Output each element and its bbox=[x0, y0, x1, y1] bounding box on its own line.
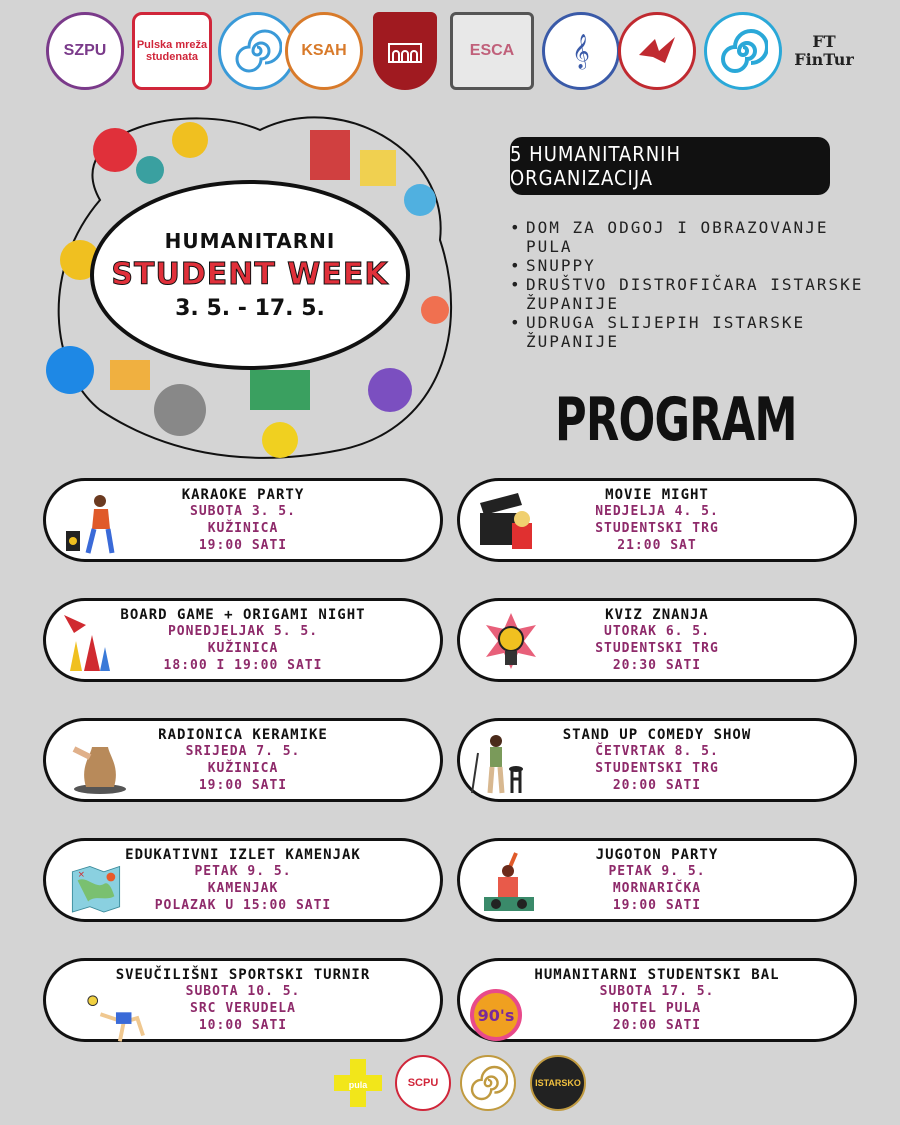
organization-item: • SNUPPY bbox=[510, 256, 880, 275]
map-icon bbox=[60, 863, 132, 919]
event-card-karaoke bbox=[43, 478, 443, 562]
event-day: NEDJELJA 4. 5. bbox=[595, 503, 719, 519]
organization-item: • UDRUGA SLIJEPIH ISTARSKE ŽUPANIJE bbox=[510, 313, 880, 351]
event-title-badge bbox=[90, 180, 410, 370]
event-title: HUMANITARNI STUDENTSKI BAL bbox=[534, 966, 780, 983]
event-title: STAND UP COMEDY SHOW bbox=[562, 726, 752, 743]
event-title: RADIONICA KERAMIKE bbox=[158, 726, 328, 743]
event-time: 19:00 SATI bbox=[198, 777, 288, 793]
event-day: PETAK 9. 5. bbox=[608, 863, 706, 879]
scpu-logo: SCPU bbox=[395, 1055, 451, 1111]
event-day: UTORAK 6. 5. bbox=[604, 623, 710, 639]
event-card-standup bbox=[457, 718, 857, 802]
organizations-heading: 5 HUMANITARNIH ORGANIZACIJA bbox=[510, 137, 830, 195]
pula-plus-logo bbox=[330, 1055, 386, 1111]
event-time: POLAZAK U 15:00 SATI bbox=[154, 897, 332, 913]
title-line1: HUMANITARNI bbox=[164, 229, 336, 253]
event-place: STUDENTSKI TRG bbox=[595, 520, 719, 536]
svg-text:pula: pula bbox=[348, 1080, 368, 1090]
szpu-logo: SZPU bbox=[46, 12, 124, 90]
event-place: STUDENTSKI TRG bbox=[595, 760, 719, 776]
fintur-logo: FT FinTur bbox=[794, 32, 854, 69]
pottery-icon bbox=[70, 731, 128, 795]
event-title: SVEUČILIŠNI SPORTSKI TURNIR bbox=[115, 966, 371, 983]
event-card-ball bbox=[457, 958, 857, 1042]
ksah-logo: KSAH bbox=[285, 12, 363, 90]
esca-logo: ESCA bbox=[450, 12, 534, 90]
event-time: 10:00 SATI bbox=[198, 1017, 288, 1033]
event-day: PONEDJELJAK 5. 5. bbox=[167, 623, 319, 639]
svg-text:×: × bbox=[77, 870, 85, 880]
dj-icon bbox=[480, 851, 538, 915]
event-time: 20:00 SATI bbox=[612, 777, 702, 793]
isha-pula-logo bbox=[373, 12, 437, 90]
event-day: SUBOTA 3. 5. bbox=[190, 503, 296, 519]
event-day: SRIJEDA 7. 5. bbox=[185, 743, 301, 759]
event-title: KARAOKE PARTY bbox=[181, 486, 305, 503]
sponsor-logos bbox=[330, 1055, 590, 1115]
90s-badge-icon bbox=[468, 987, 526, 1051]
event-place: KUŽINICA bbox=[207, 640, 279, 656]
partner-logos bbox=[40, 12, 870, 96]
microphone-icon bbox=[64, 491, 122, 555]
university-logo bbox=[460, 1055, 516, 1111]
event-time: 19:00 SATI bbox=[198, 537, 288, 553]
event-time: 20:00 SATI bbox=[612, 1017, 702, 1033]
event-title: MOVIE MIGHT bbox=[605, 486, 709, 503]
event-card-ceramics bbox=[43, 718, 443, 802]
event-place: MORNARIČKA bbox=[612, 880, 702, 896]
event-place: KUŽINICA bbox=[207, 760, 279, 776]
event-time: 20:30 SATI bbox=[612, 657, 702, 673]
event-time: 19:00 SATI bbox=[612, 897, 702, 913]
music-club-logo bbox=[542, 12, 620, 90]
event-card-board-game bbox=[43, 598, 443, 682]
board-game-icon bbox=[60, 611, 118, 675]
lightbulb-icon bbox=[482, 611, 540, 675]
event-title: EDUKATIVNI IZLET KAMENJAK bbox=[125, 846, 361, 863]
event-card-movie bbox=[457, 478, 857, 562]
organizations-list bbox=[510, 218, 880, 351]
origami-logo bbox=[618, 12, 696, 90]
event-day: SUBOTA 17. 5. bbox=[599, 983, 715, 999]
istarsko-logo: ISTARSKO bbox=[530, 1055, 586, 1111]
hero-collage bbox=[40, 110, 460, 465]
title-line2: STUDENT WEEK bbox=[111, 257, 389, 292]
event-day: ČETVRTAK 8. 5. bbox=[595, 743, 719, 759]
event-card-quiz bbox=[457, 598, 857, 682]
event-time: 21:00 SAT bbox=[617, 537, 697, 553]
svg-text:𝄞: 𝄞 bbox=[572, 34, 590, 69]
event-place: STUDENTSKI TRG bbox=[595, 640, 719, 656]
event-day: PETAK 9. 5. bbox=[194, 863, 292, 879]
comedian-icon bbox=[468, 731, 526, 795]
event-place: HOTEL PULA bbox=[612, 1000, 702, 1016]
event-title: JUGOTON PARTY bbox=[595, 846, 719, 863]
volleyball-icon bbox=[60, 991, 170, 1053]
title-dates: 3. 5. - 17. 5. bbox=[175, 296, 325, 321]
svg-text:90's: 90's bbox=[477, 1006, 515, 1025]
event-card-jugoton bbox=[457, 838, 857, 922]
event-place: SRC VERUDELA bbox=[190, 1000, 296, 1016]
event-day: SUBOTA 10. 5. bbox=[185, 983, 301, 999]
pulska-mreza-logo: Pulska mreža studenata bbox=[132, 12, 212, 90]
event-card-sports bbox=[43, 958, 443, 1042]
tourism-faculty-logo bbox=[704, 12, 782, 90]
clapperboard-icon bbox=[478, 489, 536, 553]
event-title: BOARD GAME + ORIGAMI NIGHT bbox=[120, 606, 366, 623]
program-title: PROGRAM bbox=[555, 385, 797, 455]
event-title: KVIZ ZNANJA bbox=[605, 606, 709, 623]
event-time: 18:00 I 19:00 SATI bbox=[163, 657, 323, 673]
event-place: KAMENJAK bbox=[207, 880, 279, 896]
organization-item: • DRUŠTVO DISTROFIČARA ISTARSKE ŽUPANIJE bbox=[510, 275, 880, 313]
event-card-kamenjak bbox=[43, 838, 443, 922]
organization-item: • DOM ZA ODGOJ I OBRAZOVANJE PULA bbox=[510, 218, 880, 256]
event-place: KUŽINICA bbox=[207, 520, 279, 536]
